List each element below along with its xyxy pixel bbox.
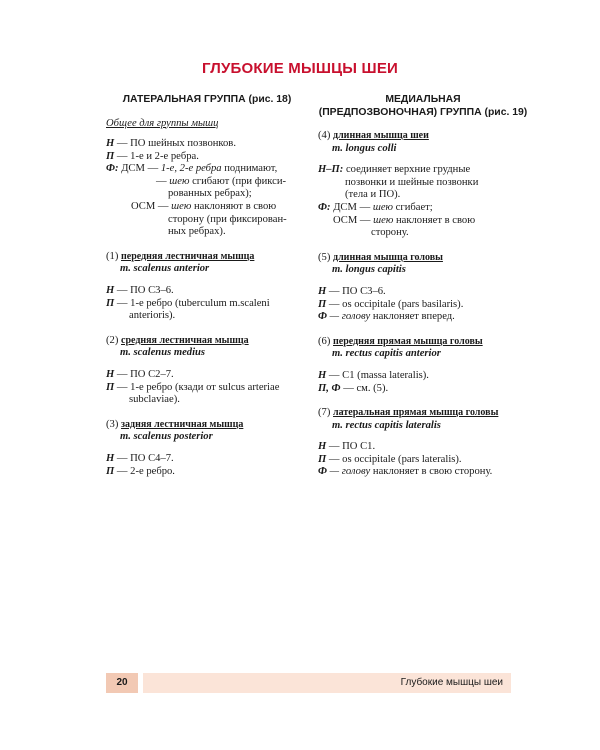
latin-name: m. longus capitis	[332, 264, 406, 276]
general-function-osm: ОСМ — шею наклоняют в свою	[131, 201, 277, 213]
latin-name: m. longus colli	[332, 142, 397, 154]
latin-name: m. rectus capitis lateralis	[332, 419, 441, 431]
medial-group-heading: МЕДИАЛЬНАЯ (ПРЕДПОЗВОНОЧНАЯ) ГРУППА (рис. 19)	[318, 94, 528, 118]
page-number: 20	[106, 673, 138, 693]
latin-name: m. scalenus medius	[120, 347, 206, 359]
muscle-name: длинная мышца шеи	[333, 130, 429, 141]
muscle-name: длинная мышца головы	[333, 251, 443, 263]
muscle-entry-2: (2) средняя лестничная мышца m. scalenus medius Н — ПО С2–7. П — 1-е ребро (кзади от sulcus arteriae subclaviae).	[106, 335, 306, 407]
latin-name: m. scalenus anterior	[120, 263, 210, 275]
lateral-group-heading: ЛАТЕРАЛЬНАЯ ГРУППА (рис. 18)	[122, 94, 292, 105]
muscle-name: передняя прямая мышца головы	[333, 335, 483, 347]
general-function-neck: — шею сгибают (при фикси-	[156, 175, 287, 187]
muscle-entry-1: (1) передняя лестничная мышца m. scalenus anterior Н — ПО С3–6. П — 1-е ребро (tuberculum m.scaleni anterioris).	[106, 251, 306, 323]
page-title: ГЛУБОКИЕ МЫШЦЫ ШЕИ	[201, 60, 399, 77]
muscle-name: латеральная прямая мышца головы	[333, 407, 499, 419]
left-column: ЛАТЕРАЛЬНАЯ ГРУППА (рис. 18) Общее для группы мышц Н — ПО шейных позвонков. П — 1-е и 2-е ребра. Ф: ДСМ — 1-е, 2-е ребра поднимают, — шею сгибают (при фикси- рованных ребрах); ОСМ — шею наклоняют в свою сторону (при фиксирован- ных ребрах). (1) передняя лестничная мышца m. scalenus anterior Н — ПО С3–6. П — 1-е ребро (tuberculum m.scaleni anterioris). (2) средняя лестничная мышца m. scalenus medius Н — ПО С2–7. П — 1-е ребро (кзади от sulcus arteriae subclaviae). (3) задняя лестничная мышца m. scalenus posterior Н — ПО С4–7. П — 2-е ребро.	[106, 94, 306, 478]
muscle-name: передняя лестничная мышца	[121, 250, 255, 262]
right-column	[318, 94, 528, 479]
muscle-entry-6: (6) передняя прямая мышца головы m. rectus capitis anterior Н — С1 (massa lateralis). П, Ф — см. (5).	[318, 336, 528, 395]
general-origin: Н — ПО шейных позвонков.	[106, 138, 236, 150]
general-function-dsm: Ф: ДСМ — 1-е, 2-е ребра поднимают,	[106, 163, 278, 175]
muscle-entry-4: (4) длинная мышца шеи m. longus colli Н–П: соединяет верхние грудные позвонки и шейные позвонки (тела и ПО). Ф: ДСМ — шею сгибает; ОСМ — шею наклоняет в свою сторону.	[318, 130, 528, 240]
label-f: Ф:	[106, 163, 119, 175]
label-p: П	[106, 150, 115, 162]
latin-name: m. scalenus posterior	[120, 431, 213, 443]
muscle-name: задняя лестничная мышца	[121, 418, 244, 430]
running-footer: Глубокие мышцы шеи	[143, 673, 511, 693]
label-h: Н	[106, 138, 115, 150]
muscle-entry-7: (7) латеральная прямая мышца головы m. rectus capitis lateralis Н — ПО С1. П — os occipitale (pars lateralis). Ф — голову наклоняет в свою сторону.	[318, 407, 528, 479]
muscle-name: средняя лестничная мышца	[121, 334, 249, 346]
latin-name: m. rectus capitis anterior	[332, 348, 441, 360]
common-subtitle: Общее для группы мышц	[106, 117, 219, 129]
general-insertion: П — 1-е и 2-е ребра.	[106, 150, 199, 162]
muscle-entry-3: (3) задняя лестничная мышца m. scalenus posterior Н — ПО С4–7. П — 2-е ребро.	[106, 419, 306, 478]
muscle-entry-5: (5) длинная мышца головы m. longus capitis Н — ПО С3–6. П — os occipitale (pars basilaris). Ф — голову наклоняет вперед.	[318, 252, 528, 324]
